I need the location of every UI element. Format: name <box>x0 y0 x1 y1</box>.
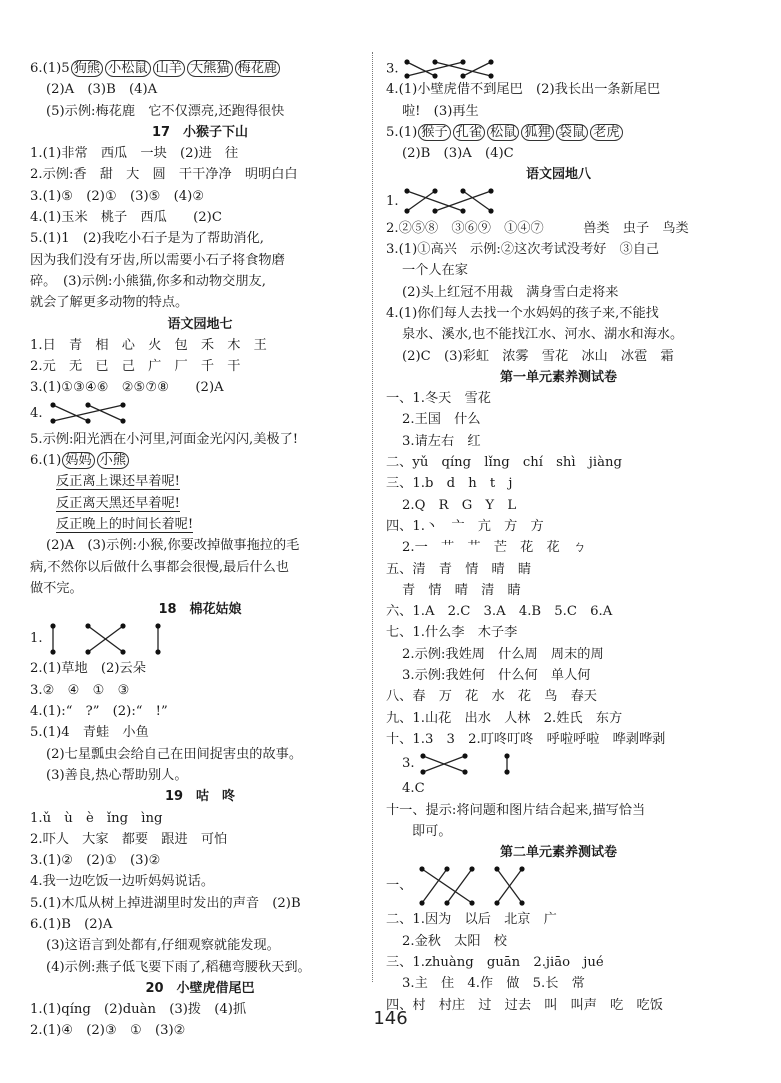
answer-text: (2)A (3)示例:小猴,你要改掉做事拖拉的毛 <box>46 538 300 554</box>
answer-text: 4.(1)小壁虎借不到尾巴 (2)我长出一条新尾巴 <box>386 82 661 98</box>
answer-text: (5)示例:梅花鹿 它不仅漂亮,还跑得很快 <box>46 103 285 119</box>
answer-text: 三、1.zhuàng guān 2.jiāo jué <box>386 954 604 970</box>
answer-line <box>30 893 370 914</box>
match-dot <box>50 623 55 628</box>
answer-text: 2.Q R G Y L <box>402 497 517 513</box>
answer-line <box>386 260 731 281</box>
match-dot <box>85 419 90 424</box>
answer-text: 三、1.b d h t j <box>386 476 513 492</box>
answer-text: 6.(1)5 <box>30 61 70 76</box>
answer-text: 四、村 村庄 过 过去 叫 叫声 吃 吃饭 <box>386 997 663 1013</box>
answer-text: 1.ǔ ù è ǐng ìng <box>30 810 163 826</box>
answer-line <box>386 186 731 218</box>
answer-line <box>30 335 370 356</box>
answer-text: 2.吓人 大家 都要 跟进 可怕 <box>30 831 228 847</box>
circled-word: 小松鼠 <box>105 60 151 77</box>
answer-line <box>386 431 731 452</box>
match-dot <box>85 403 90 408</box>
match-dot <box>495 866 500 871</box>
answer-text: 3. <box>402 756 415 772</box>
section-title-text: 语文园地七 <box>167 316 233 332</box>
answer-line <box>386 122 731 143</box>
answer-line <box>386 729 731 750</box>
match-dot <box>460 59 465 64</box>
answer-text: 3.请左右 红 <box>402 433 481 449</box>
match-line <box>463 191 491 211</box>
answer-text: 2.②⑤⑧ ③⑥⑨ ①④⑦ 兽类 虫子 鸟类 <box>386 220 689 236</box>
answer-text: 2.示例:香 甜 大 圆 干干净净 明明白白 <box>30 167 298 183</box>
answer-line <box>30 935 370 956</box>
circled-word: 老虎 <box>590 124 622 141</box>
match-dot <box>488 59 493 64</box>
answer-text: 四、1.丶 亠 亢 方 方 <box>386 518 544 534</box>
answer-text: 1.(1)qíng (2)duàn (3)拨 (4)抓 <box>30 1002 247 1018</box>
answer-text: 3.(1)①高兴 示例:②这次考试没考好 ③自己 <box>386 242 660 258</box>
match-dot <box>520 866 525 871</box>
matching-lines-svg <box>399 58 499 80</box>
answer-text: 1.日 青 相 心 火 包 禾 木 王 <box>30 337 267 353</box>
match-dot <box>488 73 493 78</box>
match-dot <box>404 59 409 64</box>
match-dot <box>85 649 90 654</box>
answer-line <box>30 765 370 786</box>
circled-word: 袋鼠 <box>556 124 588 141</box>
answer-line <box>30 514 370 535</box>
answer-text: 一、 <box>386 878 413 894</box>
match-dot <box>155 649 160 654</box>
match-dot <box>120 649 125 654</box>
answer-line <box>30 79 370 100</box>
match-dot <box>462 769 467 774</box>
section-title-text: 19 咕 咚 <box>164 789 236 805</box>
answer-text: 1. <box>30 631 43 647</box>
answer-line <box>30 535 370 556</box>
answer-line <box>386 708 731 729</box>
answer-line <box>386 409 731 430</box>
answer-text: 反正离天黑还早着呢! <box>56 495 180 511</box>
answer-text: 6.(1)B (2)A <box>30 916 113 932</box>
right-column <box>386 58 731 1016</box>
match-dot <box>85 623 90 628</box>
section-title <box>30 314 370 335</box>
match-dot <box>504 769 509 774</box>
section-title <box>30 599 370 620</box>
answer-line <box>386 452 731 473</box>
matching-lines-svg <box>43 400 133 426</box>
match-dot <box>404 209 409 214</box>
answer-text: 即可。 <box>412 823 452 839</box>
match-line <box>407 62 435 76</box>
matching-lines-svg <box>412 865 532 907</box>
answer-line <box>30 429 370 450</box>
answer-line <box>30 250 370 271</box>
answer-line <box>386 79 731 100</box>
answer-text: 2.元 无 已 己 广 厂 千 干 <box>30 359 241 375</box>
answer-text: 因为我们没有牙齿,所以需要小石子将食物磨 <box>30 252 285 268</box>
answer-line <box>30 914 370 935</box>
match-dot <box>120 623 125 628</box>
match-line <box>53 405 88 421</box>
answer-text: 1. <box>386 193 399 209</box>
answer-text: 6.(1) <box>30 453 62 469</box>
section-title-text: 第二单元素养测试卷 <box>499 845 617 861</box>
match-dot <box>420 769 425 774</box>
answer-text: 5.(1) <box>386 124 418 140</box>
section-title <box>386 367 731 388</box>
section-title-text: 语文园地八 <box>525 167 591 183</box>
match-dot <box>432 209 437 214</box>
answer-text: 十、1.3 3 2.叮咚叮咚 呼啦呼啦 哗剥哗剥 <box>386 731 666 747</box>
answer-text: 2.一 艹 艹 芒 花 花 ㄅ <box>402 540 587 556</box>
match-dot <box>445 866 450 871</box>
match-dot <box>495 900 500 905</box>
answer-line <box>30 808 370 829</box>
answer-line <box>30 620 370 658</box>
answer-line <box>386 800 731 821</box>
answer-text: 2.(1)④ (2)③ ① (3)② <box>30 1023 186 1039</box>
page-number: 146 <box>373 1008 408 1029</box>
section-title-text: 20 小壁虎借尾巴 <box>145 980 255 996</box>
match-dot <box>504 753 509 758</box>
answer-line <box>386 952 731 973</box>
answer-line <box>30 292 370 313</box>
answer-line <box>386 516 731 537</box>
answer-line <box>30 722 370 743</box>
section-title-text: 17 小猴子下山 <box>151 124 249 140</box>
answer-text: 3.(1)①③④⑥ ②⑤⑦⑧ (2)A <box>30 380 224 396</box>
answer-text: 3.(1)② (2)① (3)② <box>30 853 161 869</box>
circled-word: 狐狸 <box>521 124 553 141</box>
match-line <box>422 869 447 903</box>
match-dot <box>420 866 425 871</box>
answer-line <box>30 658 370 679</box>
answer-line <box>30 578 370 599</box>
answer-line <box>30 207 370 228</box>
answer-line <box>30 701 370 722</box>
answer-line <box>30 850 370 871</box>
answer-text: 2.王国 什么 <box>402 412 481 428</box>
answer-text: 3.(1)⑤ (2)① (3)⑤ (4)② <box>30 188 205 204</box>
matching-lines-svg <box>43 622 183 656</box>
matching-diagram <box>412 865 532 907</box>
answer-line <box>386 388 731 409</box>
answer-text: 五、清 青 情 晴 睛 <box>386 561 532 577</box>
answer-text: 4.(1)你们每人去找一个水妈妈的孩子来,不能找 <box>386 305 659 321</box>
answer-text: 2.金秋 太阳 校 <box>402 933 507 949</box>
match-dot <box>432 189 437 194</box>
answer-text: 4.(1):“ ?” (2):“ !” <box>30 704 168 720</box>
match-dot <box>120 403 125 408</box>
answer-line <box>386 580 731 601</box>
answer-text: 碎。 (3)示例:小熊猫,你多和动物交朋友, <box>30 273 266 289</box>
answer-text: 八、春 万 花 水 花 鸟 春天 <box>386 689 597 705</box>
answer-line <box>30 450 370 471</box>
answer-text: 5.(1)1 (2)我吃小石子是为了帮助消化, <box>30 231 264 247</box>
match-line <box>88 405 123 421</box>
answer-line <box>386 686 731 707</box>
answer-text: 病,不然你以后做什么事都会很慢,最后什么也 <box>30 559 289 575</box>
answer-text: 4.(1)玉米 桃子 西瓜 (2)C <box>30 210 222 226</box>
answer-text: 一个人在家 <box>402 263 468 279</box>
match-dot <box>460 209 465 214</box>
answer-line <box>386 143 731 164</box>
answer-text: 啦! (3)再生 <box>402 103 479 119</box>
section-title <box>386 164 731 185</box>
matching-diagram <box>43 400 133 426</box>
answer-line <box>30 680 370 701</box>
answer-text: 二、1.因为 以后 北京 广 <box>386 912 557 928</box>
answer-text: 十一、提示:将问题和图片结合起来,描写恰当 <box>386 802 646 818</box>
answer-line <box>386 239 731 260</box>
section-title <box>386 842 731 863</box>
answer-line <box>30 101 370 122</box>
match-dot <box>50 419 55 424</box>
answer-line <box>30 471 370 492</box>
answer-text: 4. <box>30 405 43 421</box>
match-dot <box>404 73 409 78</box>
answer-line <box>386 622 731 643</box>
answer-line <box>30 399 370 429</box>
answer-text: 二、yǔ qíng lǐng chí shì jiàng <box>386 455 622 471</box>
answer-line <box>386 559 731 580</box>
answer-text: (2)七星瓢虫会给自己在田间捉害虫的故事。 <box>46 746 303 762</box>
match-dot <box>460 73 465 78</box>
match-line <box>407 191 435 211</box>
answer-text: 5.(1)木瓜从树上掉进湖里时发出的声音 (2)B <box>30 895 301 911</box>
answer-line <box>30 271 370 292</box>
answer-line <box>386 537 731 558</box>
matching-diagram <box>415 752 515 776</box>
answer-line <box>386 601 731 622</box>
matching-diagram <box>43 622 183 656</box>
match-line <box>447 869 472 903</box>
section-title-text: 18 棉花姑娘 <box>158 602 242 618</box>
answer-text: 六、1.A 2.C 3.A 4.B 5.C 6.A <box>386 604 613 620</box>
answer-text: (2)B (3)A (4)C <box>402 146 514 162</box>
answer-text: 反正晚上的时间长着呢! <box>56 516 194 532</box>
answer-line <box>30 228 370 249</box>
answer-line <box>386 909 731 930</box>
match-dot <box>470 866 475 871</box>
answer-text: (3)这语言到处都有,仔细观察就能发现。 <box>46 938 280 954</box>
section-title <box>30 786 370 807</box>
match-line <box>463 62 491 76</box>
column-divider <box>372 52 374 982</box>
answer-line <box>386 931 731 952</box>
answer-text: 2.(1)草地 (2)云朵 <box>30 661 146 677</box>
circled-word: 孔雀 <box>453 124 485 141</box>
answer-line <box>386 973 731 994</box>
match-dot <box>432 59 437 64</box>
match-dot <box>462 753 467 758</box>
matching-diagram <box>399 58 499 80</box>
circled-word: 妈妈 <box>62 452 94 469</box>
circled-word: 猴子 <box>418 124 450 141</box>
match-dot <box>120 419 125 424</box>
answer-line <box>386 324 731 345</box>
answer-text: (4)示例:燕子低飞要下雨了,稻穗弯腰秋天到。 <box>46 959 311 975</box>
answer-text: 4.我一边吃饭一边听妈妈说话。 <box>30 874 215 890</box>
match-dot <box>488 209 493 214</box>
answer-line <box>30 186 370 207</box>
match-line <box>407 191 463 211</box>
answer-line <box>30 871 370 892</box>
answer-text: (2)A (3)B (4)A <box>46 82 158 98</box>
match-dot <box>520 900 525 905</box>
answer-line <box>30 356 370 377</box>
answer-line <box>30 164 370 185</box>
answer-line <box>386 750 731 778</box>
answer-line <box>386 282 731 303</box>
match-dot <box>460 189 465 194</box>
answer-line <box>386 821 731 842</box>
answer-line <box>30 143 370 164</box>
answer-text: 一、1.冬天 雪花 <box>386 391 491 407</box>
section-title <box>30 122 370 143</box>
section-title <box>30 978 370 999</box>
answer-text: 3.② ④ ① ③ <box>30 682 130 698</box>
answer-line <box>386 495 731 516</box>
answer-line <box>386 473 731 494</box>
answer-text: 泉水、溪水,也不能找江水、河水、湖水和海水。 <box>402 327 684 343</box>
answer-line <box>30 957 370 978</box>
answer-text: 青 情 晴 清 睛 <box>402 582 521 598</box>
answer-line <box>386 778 731 799</box>
match-line <box>435 191 491 211</box>
match-dot <box>50 403 55 408</box>
answer-text: 1.(1)非常 西瓜 一块 (2)进 往 <box>30 146 239 162</box>
answer-line <box>30 58 370 79</box>
circled-word: 松鼠 <box>487 124 519 141</box>
match-dot <box>50 649 55 654</box>
answer-line <box>386 58 731 79</box>
match-line <box>422 869 472 903</box>
answer-text: (3)善良,热心帮助别人。 <box>46 767 188 783</box>
matching-diagram <box>399 187 499 215</box>
circled-word: 大熊猫 <box>187 60 233 77</box>
answer-line <box>386 863 731 909</box>
answer-text: 2.示例:我姓周 什么周 周末的周 <box>402 646 604 662</box>
match-dot <box>445 900 450 905</box>
match-dot <box>420 753 425 758</box>
circled-word: 梅花鹿 <box>235 60 281 77</box>
circled-word: 山羊 <box>153 60 185 77</box>
answer-line <box>30 493 370 514</box>
answer-text: 5.示例:阳光洒在小河里,河面金光闪闪,美极了! <box>30 431 299 447</box>
answer-text: 九、1.山花 出水 人林 2.姓氏 东方 <box>386 710 623 726</box>
matching-lines-svg <box>399 187 499 215</box>
answer-text: 就会了解更多动物的特点。 <box>30 295 189 311</box>
answer-text: 七、1.什么李 木子李 <box>386 625 518 641</box>
match-dot <box>470 900 475 905</box>
answer-text: 4.C <box>402 781 425 797</box>
answer-text: 3.示例:我姓何 什么何 单人何 <box>402 668 591 684</box>
answer-text: 3.主 住 4.作 做 5.长 常 <box>402 976 585 992</box>
answer-text: 5.(1)4 青蛙 小鱼 <box>30 725 149 741</box>
answer-text: (2)C (3)彩虹 浓雾 雪花 冰山 冰雹 霜 <box>402 348 674 364</box>
match-dot <box>420 900 425 905</box>
answer-text: 做不完。 <box>30 580 83 596</box>
answer-text: 3. <box>386 61 399 77</box>
answer-text: (2)头上红冠不用裁 满身雪白走将来 <box>402 284 619 300</box>
answer-line <box>386 218 731 239</box>
circled-word: 小熊 <box>97 452 129 469</box>
answer-line <box>30 744 370 765</box>
section-title-text: 第一单元素养测试卷 <box>499 369 617 385</box>
circled-word: 狗熊 <box>71 60 103 77</box>
answer-line <box>30 829 370 850</box>
answer-line <box>386 303 731 324</box>
answer-line <box>30 377 370 398</box>
match-dot <box>155 623 160 628</box>
matching-lines-svg <box>415 752 515 776</box>
match-dot <box>404 189 409 194</box>
answer-line <box>386 346 731 367</box>
match-dot <box>488 189 493 194</box>
answer-line <box>386 101 731 122</box>
answer-line <box>386 665 731 686</box>
answer-text: 反正离上课还早着呢! <box>56 474 180 490</box>
match-dot <box>432 73 437 78</box>
answer-line <box>386 644 731 665</box>
answer-line <box>30 557 370 578</box>
left-column <box>30 58 370 1042</box>
